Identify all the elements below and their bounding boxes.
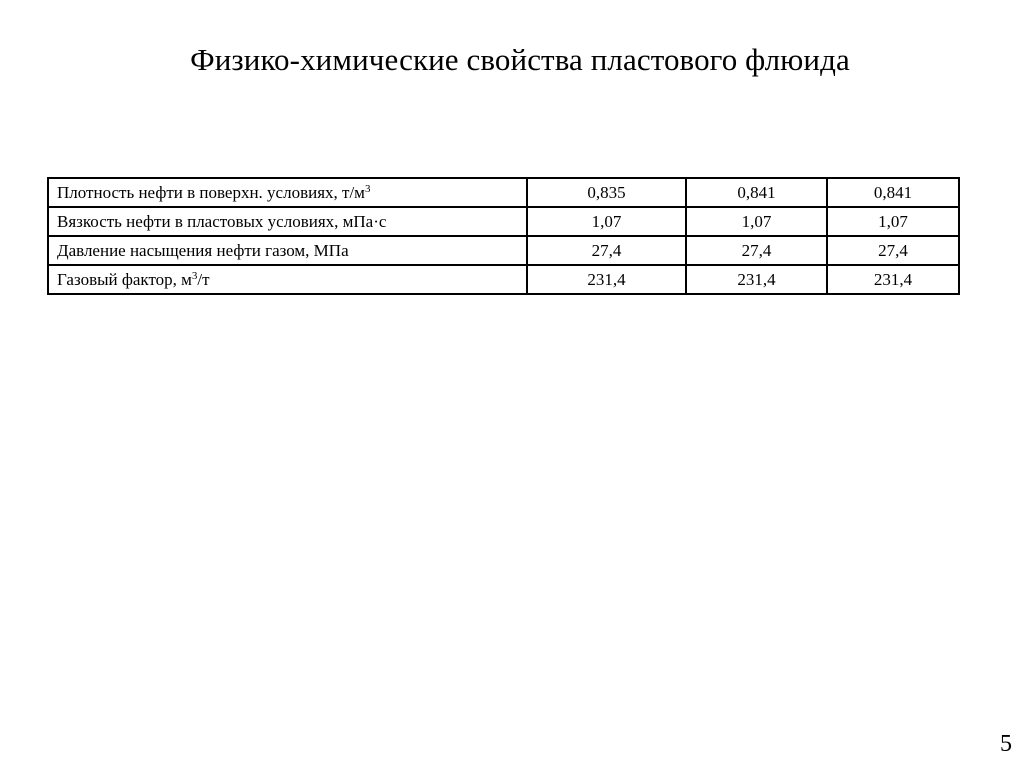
parameter-cell [48,207,527,236]
table-row [48,265,959,294]
value-cell: 0,841 [827,178,959,207]
table-row [48,236,959,265]
value-cell: 231,4 [527,265,686,294]
parameter-label: Давление насыщения нефти газом, МПа [57,240,349,260]
value-cell: 1,07 [686,207,827,236]
value-cell: 1,07 [827,207,959,236]
value-cell: 0,835 [527,178,686,207]
page-number: 5 [1000,731,1012,757]
table-row [48,178,959,207]
value-cell: 231,4 [686,265,827,294]
value-cell: 231,4 [827,265,959,294]
value-cell: 0,841 [686,178,827,207]
properties-table [47,177,960,295]
slide-title: Физико-химические свойства пластового флюида [190,42,850,77]
parameter-label: Газовый фактор, м [57,269,192,289]
value-cell: 27,4 [527,236,686,265]
parameter-superscript: 3 [364,182,371,195]
value-cell: 27,4 [827,236,959,265]
parameter-cell [48,178,527,207]
parameter-label: Плотность нефти в поверхн. условиях, т/м [57,182,365,202]
parameter-label-tail: /т [197,269,210,289]
parameter-cell [48,236,527,265]
value-cell: 27,4 [686,236,827,265]
table-row [48,207,959,236]
parameter-cell [48,265,527,294]
parameter-superscript: 3 [191,269,198,282]
parameter-label: Вязкость нефти в пластовых условиях, мПа·с [57,211,387,231]
value-cell: 1,07 [527,207,686,236]
